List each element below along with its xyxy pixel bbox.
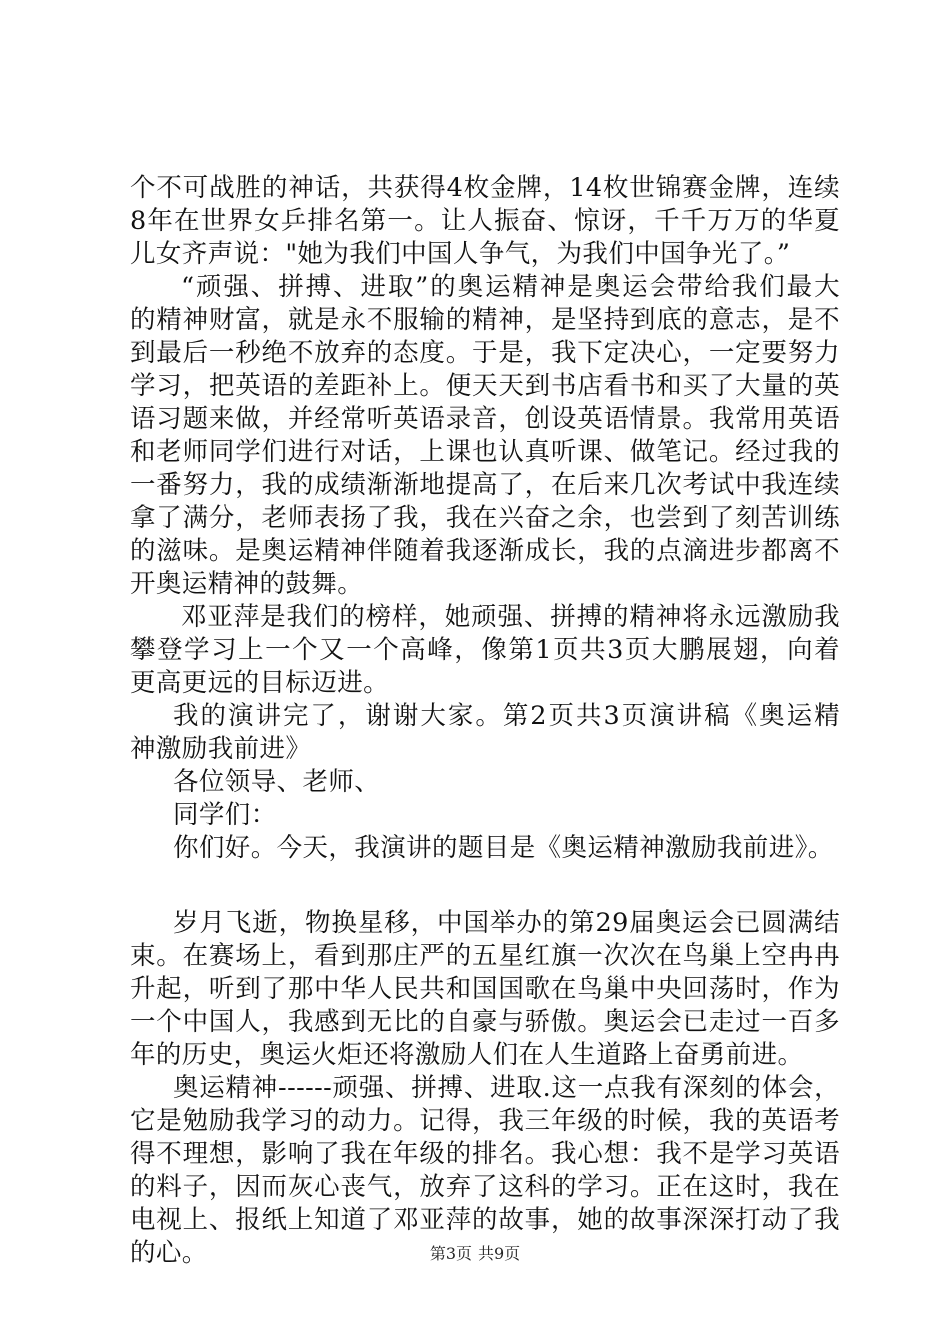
text-line: 学习，把英语的差距补上。便天天到书店看书和买了大量的英 [130, 371, 840, 401]
text-line: 语习题来做，并经常听英语录音，创设英语情景。我常用英语 [130, 404, 840, 434]
text-line: 各位领导、老师、 [173, 767, 381, 797]
text-line: 一番努力，我的成绩渐渐地提高了，在后来几次考试中我连续 [130, 470, 840, 500]
text-line: 的料子，因而灰心丧气，放弃了这科的学习。正在这时，我在 [130, 1172, 840, 1202]
text-line: 开奥运精神的鼓舞。 [130, 569, 364, 599]
page-footer [0, 1244, 950, 1264]
text-line: 电视上、报纸上知道了邓亚萍的故事，她的故事深深打动了我 [130, 1205, 840, 1235]
text-line: 的精神财富，就是永不服输的精神，是坚持到底的意志，是不 [130, 305, 840, 335]
document-body [130, 172, 840, 1270]
text-line: 年的历史，奥运火炬还将激励人们在人生道路上奋勇前进。 [130, 1040, 804, 1070]
text-line: 邓亚萍是我们的榜样，她顽强、拼搏的精神将永远激励我 [181, 602, 840, 632]
text-line: 个不可战胜的神话，共获得4枚金牌，14枚世锦赛金牌，连续 [130, 173, 840, 203]
text-line: 攀登学习上一个又一个高峰，像第1页共3页大鹏展翅，向着 [130, 635, 840, 665]
page-total: 共9页 [478, 1244, 521, 1263]
text-line: 儿女齐声说："她为我们中国人争气，为我们中国争光了。” [130, 239, 791, 269]
text-line: 一个中国人，我感到无比的自豪与骄傲。奥运会已走过一百多 [130, 1007, 840, 1037]
text-line: 我的演讲完了，谢谢大家。第2页共3页演讲稿《奥运精 [173, 701, 840, 731]
text-line: 拿了满分，老师表扬了我，我在兴奋之余，也尝到了刻苦训练 [130, 503, 840, 533]
text-line: “顽强、拼搏、进取”的奥运精神是奥运会带给我们最大 [181, 272, 840, 302]
text-line: 到最后一秒绝不放弃的态度。于是，我下定决心，一定要努力 [130, 338, 840, 368]
text-line: 的心。 [130, 1238, 208, 1268]
text-line: 它是勉励我学习的动力。记得，我三年级的时候，我的英语考 [130, 1106, 840, 1136]
text-line: 更高更远的目标迈进。 [130, 668, 390, 698]
text-line: 升起，听到了那中华人民共和国国歌在鸟巢中央回荡时，作为 [130, 974, 840, 1004]
text-line: 和老师同学们进行对话，上课也认真听课、做笔记。经过我的 [130, 437, 840, 467]
text-line: 神激励我前进》 [130, 734, 312, 764]
text-line: 的滋味。是奥运精神伴随着我逐渐成长，我的点滴进步都离不 [130, 536, 840, 566]
paragraph-gap [130, 865, 840, 907]
text-line: 你们好。今天，我演讲的题目是《奥运精神激励我前进》。 [173, 833, 834, 863]
text-line: 8年在世界女乒排名第一。让人振奋、惊讶，千千万万的华夏 [130, 206, 840, 236]
text-line: 同学们： [173, 800, 277, 830]
text-line: 奥运精神------顽强、拼搏、进取.这一点我有深刻的体会， [173, 1073, 840, 1103]
page-number: 第3页 [429, 1244, 472, 1263]
text-line: 岁月飞逝，物换星移，中国举办的第29届奥运会已圆满结 [173, 908, 840, 938]
text-line: 得不理想，影响了我在年级的排名。我心想：我不是学习英语 [130, 1139, 840, 1169]
text-line: 束。在赛场上，看到那庄严的五星红旗一次次在鸟巢上空冉冉 [130, 941, 840, 971]
